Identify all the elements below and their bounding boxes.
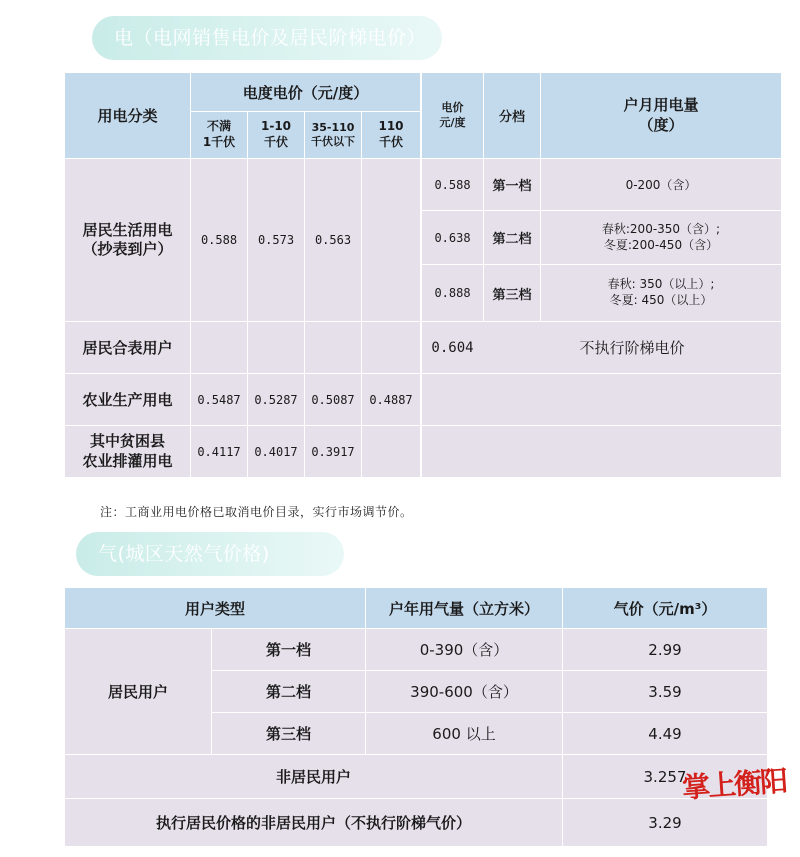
poor-county-110kv	[361, 425, 420, 477]
tier2-price: 0.638	[420, 210, 483, 264]
gas-tier2-price: 3.59	[562, 670, 767, 712]
residential-110kv	[361, 158, 420, 321]
agriculture-1-10kv: 0.5287	[247, 373, 304, 425]
gas-header-price: 气价（元/m³）	[562, 588, 767, 628]
header-voltage-1-10kv: 1-10 千伏	[247, 111, 304, 158]
gas-tier1-price: 2.99	[562, 628, 767, 670]
tier2-label: 第二档	[483, 210, 540, 264]
shared-meter-110kv	[361, 321, 420, 373]
residential-1-10kv: 0.573	[247, 158, 304, 321]
shared-meter-note: 不执行阶梯电价	[483, 321, 781, 373]
residential-lt1kv: 0.588	[190, 158, 247, 321]
header-price: 电价 元/度	[420, 73, 483, 158]
row-residential-label: 居民生活用电 （抄表到户）	[65, 158, 190, 321]
header-voltage-35-110kv: 35-110 千伏以下	[304, 111, 361, 158]
shared-meter-35-110kv	[304, 321, 361, 373]
gas-tier1-label: 第一档	[211, 628, 365, 670]
gas-tier1-usage: 0-390（含）	[365, 628, 562, 670]
gas-header-annual-usage: 户年用气量（立方米）	[365, 588, 562, 628]
gas-tier3-usage: 600 以上	[365, 712, 562, 754]
shared-meter-1-10kv	[247, 321, 304, 373]
poor-county-lt1kv: 0.4117	[190, 425, 247, 477]
header-tier: 分档	[483, 73, 540, 158]
shared-meter-lt1kv	[190, 321, 247, 373]
gas-header-user-type: 用户类型	[65, 588, 365, 628]
agriculture-empty	[420, 373, 781, 425]
gas-tier2-usage: 390-600（含）	[365, 670, 562, 712]
gas-tier3-label: 第三档	[211, 712, 365, 754]
tier3-usage: 春秋: 350（以上）; 冬夏: 450（以上）	[540, 264, 781, 321]
gas-non-res-at-res-price-label: 执行居民价格的非居民用户（不执行阶梯气价）	[65, 798, 562, 846]
watermark-logo: 掌上衡阳	[681, 764, 788, 805]
gas-non-residential-label: 非居民用户	[65, 754, 562, 798]
header-category: 用电分类	[65, 73, 190, 158]
header-voltage-110kv: 110 千伏	[361, 111, 420, 158]
agriculture-lt1kv: 0.5487	[190, 373, 247, 425]
agriculture-35-110kv: 0.5087	[304, 373, 361, 425]
header-monthly-usage: 户月用电量 （度）	[540, 73, 781, 158]
tier1-label: 第一档	[483, 158, 540, 210]
gas-non-residential-price: 3.257	[562, 754, 767, 798]
poor-county-empty	[420, 425, 781, 477]
row-agriculture-label: 农业生产用电	[65, 373, 190, 425]
electricity-note: 注：工商业用电价格已取消电价目录，实行市场调节价。	[100, 505, 413, 519]
gas-tier3-price: 4.49	[562, 712, 767, 754]
electricity-section-title: 电（电网销售电价及居民阶梯电价）	[92, 16, 442, 60]
row-poor-county-label: 其中贫困县 农业排灌用电	[65, 425, 190, 477]
header-unit-price: 电度电价（元/度）	[190, 73, 420, 111]
header-voltage-lt1kv: 不满 1千伏	[190, 111, 247, 158]
tier2-usage: 春秋:200-350（含）; 冬夏:200-450（含）	[540, 210, 781, 264]
gas-tier2-label: 第二档	[211, 670, 365, 712]
tier1-usage: 0-200（含）	[540, 158, 781, 210]
poor-county-1-10kv: 0.4017	[247, 425, 304, 477]
tier3-label: 第三档	[483, 264, 540, 321]
agriculture-110kv: 0.4887	[361, 373, 420, 425]
gas-non-res-at-res-price-price: 3.29	[562, 798, 767, 846]
electricity-price-table	[65, 73, 781, 477]
gas-section-title: 气(城区天然气价格)	[76, 532, 344, 576]
row-shared-meter-label: 居民合表用户	[65, 321, 190, 373]
gas-price-table	[65, 588, 767, 846]
residential-35-110kv: 0.563	[304, 158, 361, 321]
tier3-price: 0.888	[420, 264, 483, 321]
poor-county-35-110kv: 0.3917	[304, 425, 361, 477]
shared-meter-price: 0.604	[420, 321, 483, 373]
tier1-price: 0.588	[420, 158, 483, 210]
gas-residential-label: 居民用户	[65, 628, 211, 754]
